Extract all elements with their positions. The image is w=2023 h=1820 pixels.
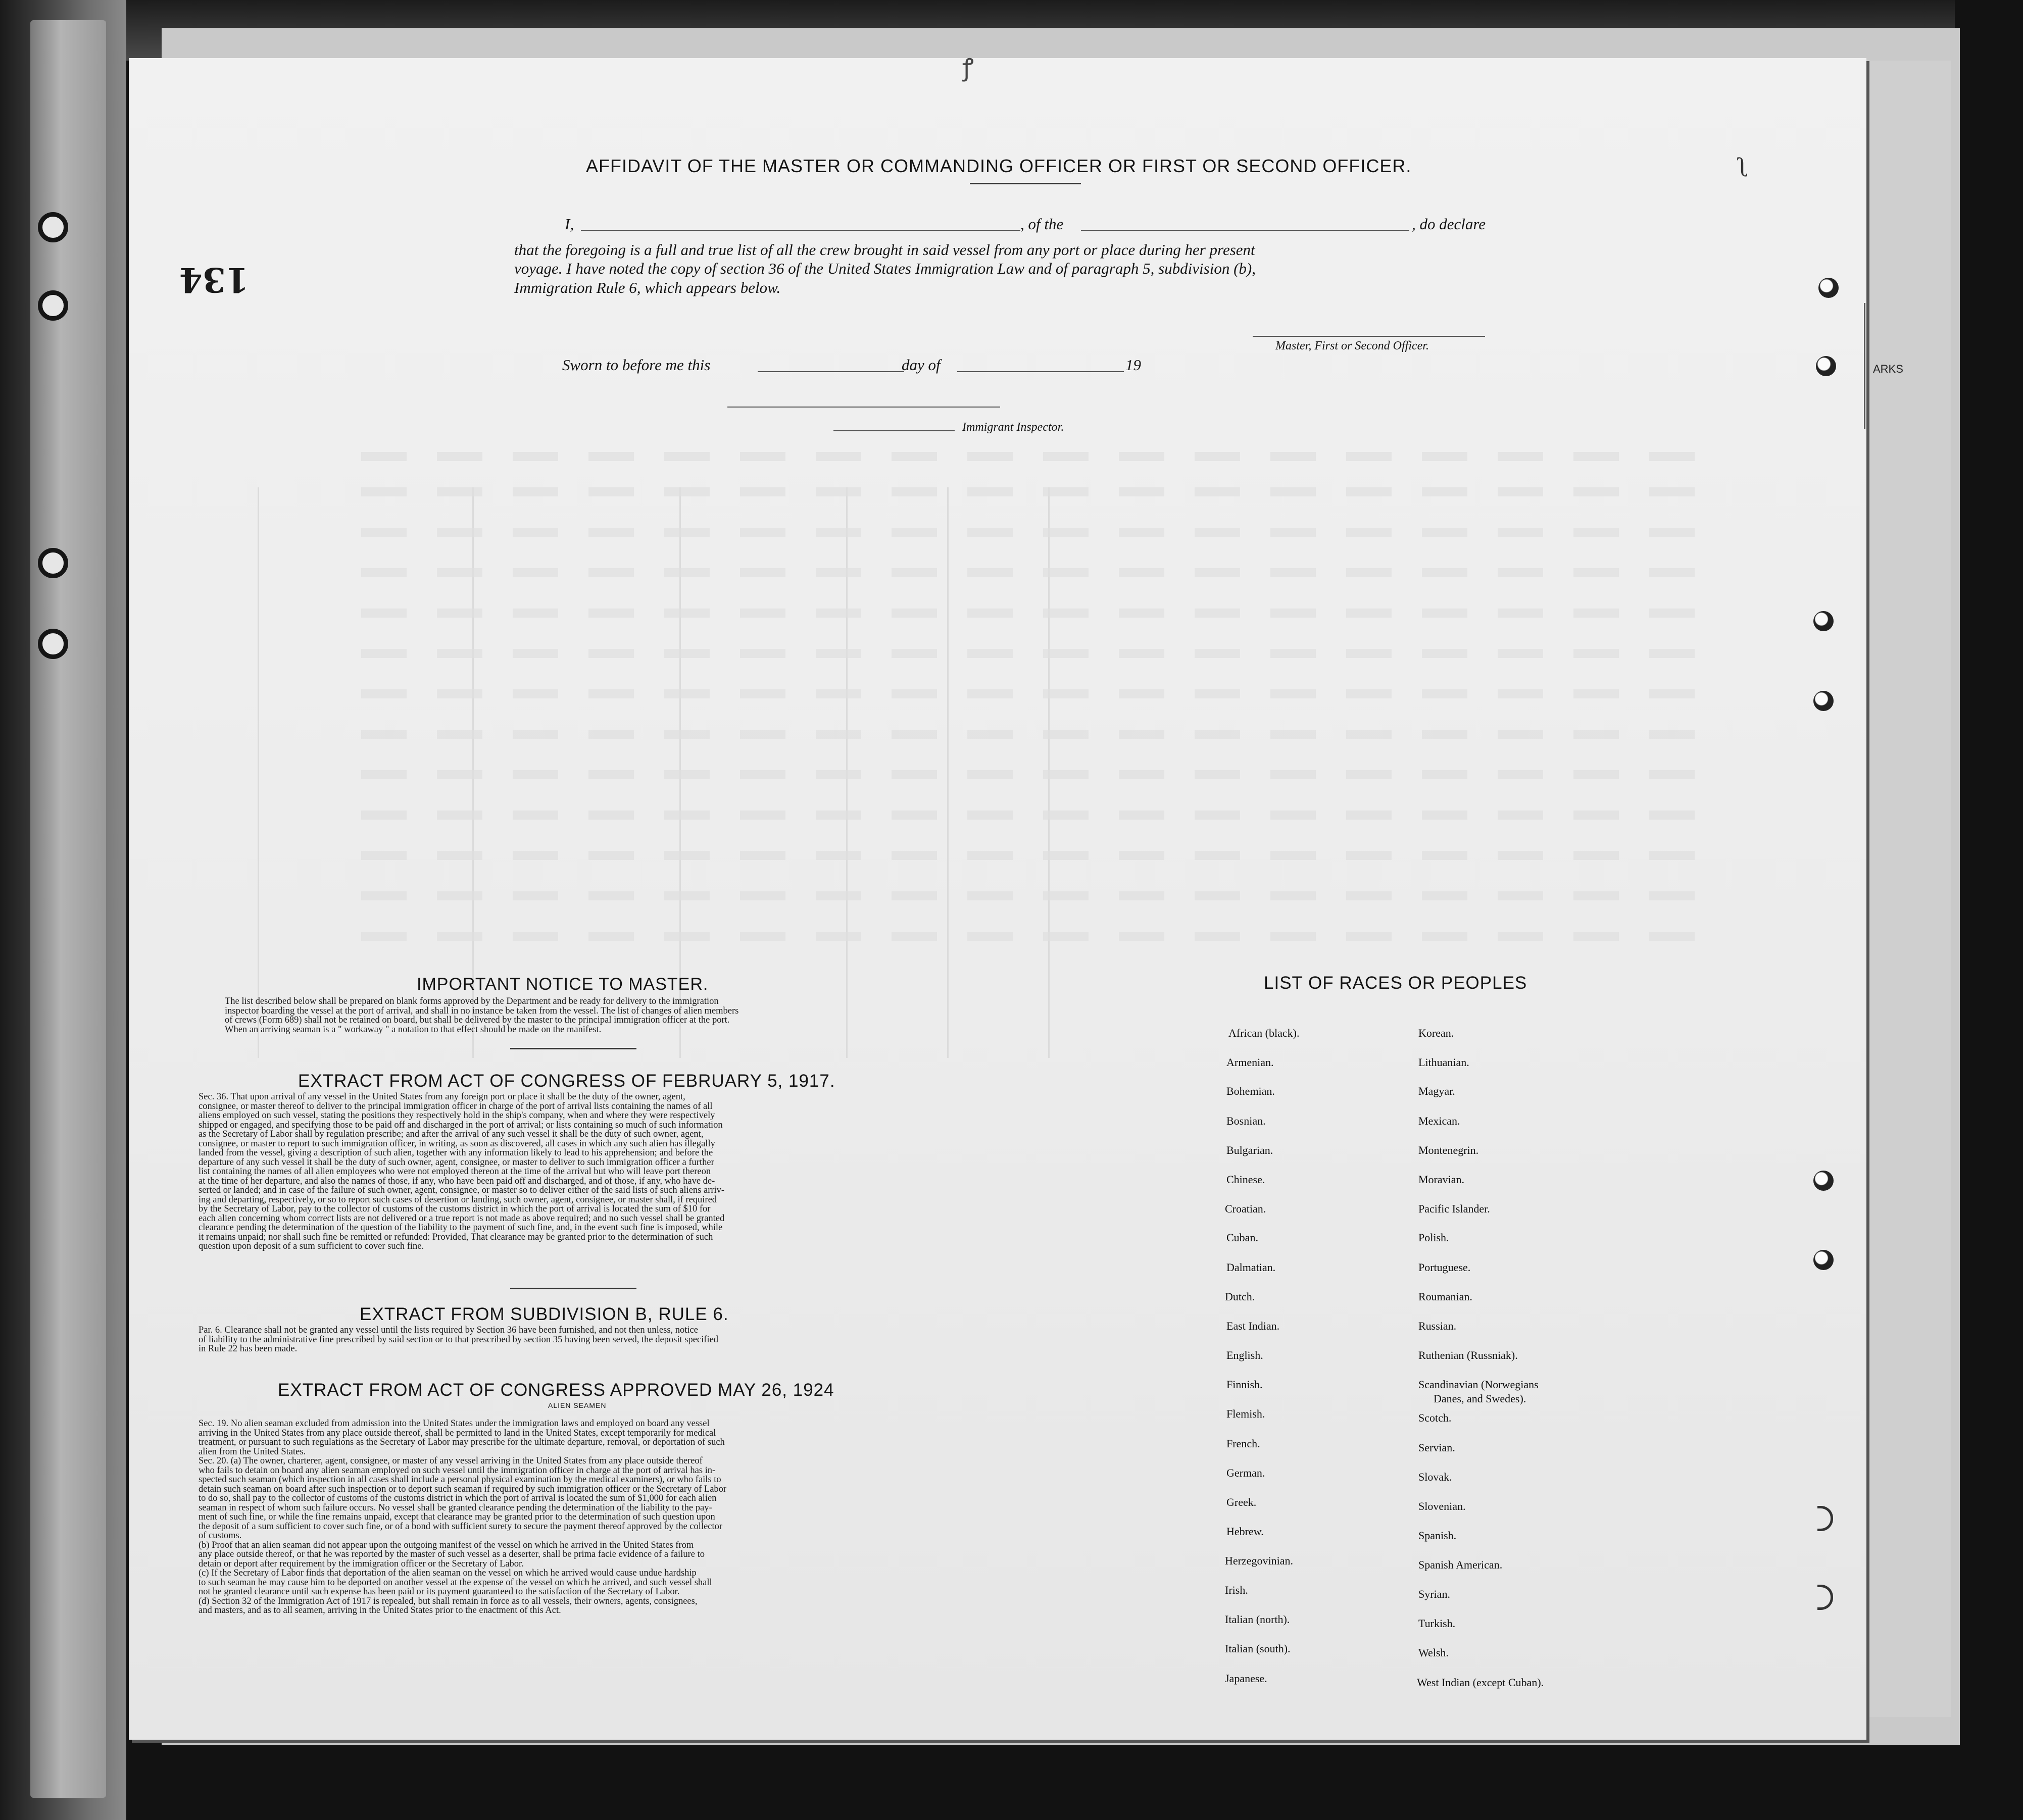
extract-1917-text: Sec. 36. That upon arrival of any vessel in the United States from any foreign port or place it shall be the duty of the owner, agent, consignee, or master thereof to deliver to the principal immigration officer in charge of the port of arrival lists containing the names of all aliens employed on such vessel, stating the positions they respectively hold in the ship's company, when and where they were respectively shipped or engaged, and specifying those to be paid off and discharged in the port of arrival; or lists containing so much of such information as the Secretary of Labor shall by regulation prescribe; and after the arrival of any such vessel it shall be the duty of such owner, agent, consignee, or master to report to such immigration officer, in writing, as soon as discovered, all cases in which any such alien has illegally landed from the vessel, giving a description of such alien, together with any information likely to lead to his apprehension; and before the departure of any such vessel it shall be the duty of such owner, agent, consignee, or master to deliver to such immigration officer a further list containing the names of all alien employees who were not employed thereon at the time of the arrival but who will leave port thereon at the time of her departure, and also the names of those, if any, who have been paid off and discharged, and of those, if any, who have de- serted or landed; and in case of the failure of such owner, agent, consignee, or master so to deliver either of the said lists of such aliens arriv- ing and departing, respectively, or so to report such cases of desertion or landing, such owner, agent, consignee, or master shall, if required by the Secretary of Labor, pay to the collector of customs of the customs district in which the port of arrival is located the sum of $10 for each alien concerning whom correct lists are not delivered or a true report is not made as above required; and no such vessel shall be granted clearance pending the determination of the question of the liability to the payment of such fine, and, in the event such fine is imposed, while it remains unpaid; nor shall such fine be remitted or refunded: Provided, That clearance may be granted prior to the determination of such question upon deposit of a sum sufficient to cover such fine. (199, 1092, 725, 1251)
bleed-through-text (361, 811, 1725, 820)
race-item: Japanese. (1225, 1672, 1267, 1685)
race-item: Herzegovinian. (1225, 1554, 1293, 1567)
punch-hole (1816, 356, 1836, 376)
affidavit-line-3: voyage. I have noted the copy of section 36 of the United States Immigration Law and of paragraph 5, subdivision (b), (514, 260, 1256, 277)
race-item: English. (1226, 1349, 1263, 1361)
race-item: Flemish. (1226, 1407, 1265, 1420)
race-item: French. (1226, 1437, 1260, 1450)
punch-hole (1813, 1171, 1834, 1191)
race-item: Servian. (1418, 1441, 1455, 1454)
bleed-through-text (361, 851, 1725, 860)
punch-hole (1813, 691, 1834, 711)
bleed-through-text (361, 891, 1725, 900)
race-item: West Indian (except Cuban). (1417, 1676, 1544, 1689)
punch-hole (1818, 278, 1839, 298)
race-item: Slovenian. (1418, 1500, 1466, 1512)
bleed-through-text (361, 770, 1725, 779)
affidavit-i: I, (565, 215, 574, 233)
master-signature-line (1253, 336, 1485, 337)
race-item: Hebrew. (1226, 1525, 1264, 1538)
extract-1924-subtitle: ALIEN SEAMEN (548, 1401, 607, 1409)
race-item: Armenian. (1226, 1056, 1274, 1069)
race-item: Bulgarian. (1226, 1144, 1273, 1156)
race-item: Scotch. (1418, 1411, 1452, 1424)
race-item: Ruthenian (Russniak). (1418, 1349, 1518, 1361)
race-item: Welsh. (1418, 1646, 1449, 1659)
bleed-through-text (361, 568, 1725, 577)
race-item: Irish. (1225, 1584, 1248, 1596)
inspector-short-line (833, 430, 955, 431)
divider (510, 1288, 636, 1289)
binder-strip (30, 20, 106, 1798)
year-prefix: 19 (1125, 356, 1141, 374)
name-blank (581, 230, 1020, 231)
bleed-through-rule (258, 487, 259, 1058)
extract-1917-title: EXTRACT FROM ACT OF CONGRESS OF FEBRUARY 5, 1917. (298, 1071, 835, 1091)
affidavit-of-the: , of the (1020, 215, 1064, 233)
race-item: Greek. (1226, 1496, 1257, 1508)
race-item: Danes, and Swedes). (1434, 1392, 1526, 1405)
bleed-through-text (361, 452, 1725, 461)
race-item: Lithuanian. (1418, 1056, 1469, 1069)
bleed-through-text (361, 528, 1725, 537)
notice-title: IMPORTANT NOTICE TO MASTER. (417, 975, 709, 994)
notice-text: The list described below shall be prepared on blank forms approved by the Department and be ready for delivery to the immigration inspector boarding the vessel at the port of arrival, and shall in no instance be taken from the vessel. The list of changes of alien members of crews (Form 689) shall not be retained on board, but shall be delivered by the master to the principal immigration officer at the port. When an arriving seaman is a " workaway " a notation to that effect should be made on the manifest. (225, 996, 739, 1035)
race-item: Spanish. (1418, 1529, 1457, 1542)
race-item: Korean. (1418, 1027, 1454, 1039)
binder-hole (38, 212, 68, 242)
binder-hole (38, 629, 68, 659)
race-item: Moravian. (1418, 1173, 1465, 1186)
binder-hole (38, 548, 68, 578)
extract-1924-title: EXTRACT FROM ACT OF CONGRESS APPROVED MAY 26, 1924 (278, 1380, 834, 1400)
race-item: Polish. (1418, 1231, 1449, 1244)
bleed-through-text (361, 487, 1725, 496)
extract-subdiv-b-title: EXTRACT FROM SUBDIVISION B, RULE 6. (360, 1304, 729, 1324)
bleed-through-text (361, 689, 1725, 698)
divider (510, 1048, 636, 1049)
divider (970, 183, 1081, 184)
inspector-label: Immigrant Inspector. (962, 421, 1064, 434)
race-item: Montenegrin. (1418, 1144, 1479, 1156)
affidavit-line-4: Immigration Rule 6, which appears below. (514, 279, 781, 296)
race-item: Spanish American. (1418, 1558, 1503, 1571)
races-title: LIST OF RACES OR PEOPLES (1264, 973, 1527, 993)
race-item: Croatian. (1225, 1202, 1266, 1215)
race-item: Italian (north). (1225, 1613, 1290, 1626)
race-item: Finnish. (1226, 1378, 1263, 1391)
sworn-day-blank (758, 371, 904, 372)
punch-hole (1813, 611, 1834, 631)
remarks-column-label: ARKS (1873, 363, 1903, 375)
extract-1924-text: Sec. 19. No alien seaman excluded from admission into the United States under the immigration laws and employed on board any vessel arriving in the United States from any place outside thereof, shall be permitted to land in the United States, except temporarily for medical treatment, or pursuant to such regulations as the Secretary of Labor may prescribe for the ultimate departure, removal, or deportation of such alien from the United States. Sec. 20. (a) The owner, charterer, agent, consignee, or master of any vessel arriving in the United States from any place outside thereof who fails to detain on board any alien seaman employed on such vessel until the immigration officer in charge at the port of arrival has in- spected such seaman (which inspection in all cases shall include a personal physical examination by the medical examiners), or who fails to detain such seaman on board after such inspection or to deport such seaman if required by such immigration officer or the Secretary of Labor to do so, shall pay to the collector of customs of the customs district in which the port of arrival is located the sum of $1,000 for each alien seaman in respect of whom such failure occurs. No vessel shall be granted clearance pending the determination of the liability to the pay- ment of such fine, or while the fine remains unpaid, except that clearance may be granted prior to the determination of such question upon the deposit of a sum sufficient to cover such fine, or of a bond with sufficient surety to secure the payment thereof approved by the collector of customs. (b) Proof that an alien seaman did not appear upon the outgoing manifest of the vessel on which he arrived in the United States from any place outside thereof, or that he was reported by the master of such vessel as a deserter, shall be prima facie evidence of a failure to detain or deport after requirement by the immigration officer or the Secretary of Labor. (c) If the Secretary of Labor finds that deportation of the alien seaman on the vessel on which he arrived would cause undue hardship to such seaman he may cause him to be deported on another vessel at the expense of the vessel on which he arrived, and such vessel shall not be granted clearance until such expense has been paid or its payment guaranteed to the satisfaction of the Secretary of Labor. (d) Section 32 of the Immigration Act of 1917 is repealed, but shall remain in force as to all vessels, their owners, agents, consignees, and masters, and as to all seamen, arriving in the United States prior to the enactment of this Act. (199, 1419, 727, 1615)
bleed-through-text (361, 730, 1725, 739)
race-item: Bohemian. (1226, 1085, 1275, 1097)
race-item: Bosnian. (1226, 1115, 1266, 1127)
extract-subdiv-b-text: Par. 6. Clearance shall not be granted any vessel until the lists required by Section 36 have been furnished, and not then unless, notice of liability to the administrative fine prescribed by said section or to that prescribed by section 35 having been served, the deposit specified in Rule 22 has been made. (199, 1325, 719, 1354)
race-item: Syrian. (1418, 1588, 1450, 1600)
race-item: Magyar. (1418, 1085, 1455, 1097)
race-item: Roumanian. (1418, 1290, 1472, 1303)
bleed-through-text (361, 932, 1725, 941)
sworn-month-blank (957, 371, 1124, 372)
race-item: Mexican. (1418, 1115, 1460, 1127)
vessel-blank (1081, 230, 1409, 231)
race-item: Slovak. (1418, 1471, 1452, 1483)
handwritten-mark: ʅ (1738, 152, 1750, 182)
inspector-signature-line (727, 407, 1000, 408)
race-item: Italian (south). (1225, 1642, 1291, 1655)
master-signature-label: Master, First or Second Officer. (1275, 339, 1429, 352)
race-item: Portuguese. (1418, 1261, 1471, 1274)
race-item: Dutch. (1225, 1290, 1255, 1303)
affidavit-declare: , do declare (1412, 215, 1486, 233)
race-item: Turkish. (1418, 1617, 1456, 1630)
side-rule (1864, 303, 1865, 429)
race-item: Pacific Islander. (1418, 1202, 1490, 1215)
race-item: Russian. (1418, 1320, 1457, 1332)
race-item: Dalmatian. (1226, 1261, 1276, 1274)
handwritten-mark: ꝭ (962, 55, 974, 81)
race-item: Scandinavian (Norwegians (1418, 1378, 1539, 1391)
race-item: African (black). (1228, 1027, 1300, 1039)
handwritten-page-number: 134 (179, 260, 249, 299)
binder-hole (38, 290, 68, 321)
affidavit-title: AFFIDAVIT OF THE MASTER OR COMMANDING OFFICER OR FIRST OR SECOND OFFICER. (586, 156, 1412, 176)
race-item: East Indian. (1226, 1320, 1280, 1332)
race-item: Chinese. (1226, 1173, 1265, 1186)
day-of-label: day of (902, 356, 941, 374)
sworn-label: Sworn to before me this (562, 356, 711, 374)
bleed-through-text (361, 649, 1725, 658)
bleed-through-text (361, 609, 1725, 618)
race-item: German. (1226, 1467, 1265, 1479)
race-item: Cuban. (1226, 1231, 1258, 1244)
affidavit-line-2: that the foregoing is a full and true list of all the crew brought in said vessel from any port or place during her present (514, 241, 1255, 259)
punch-hole (1813, 1250, 1834, 1270)
